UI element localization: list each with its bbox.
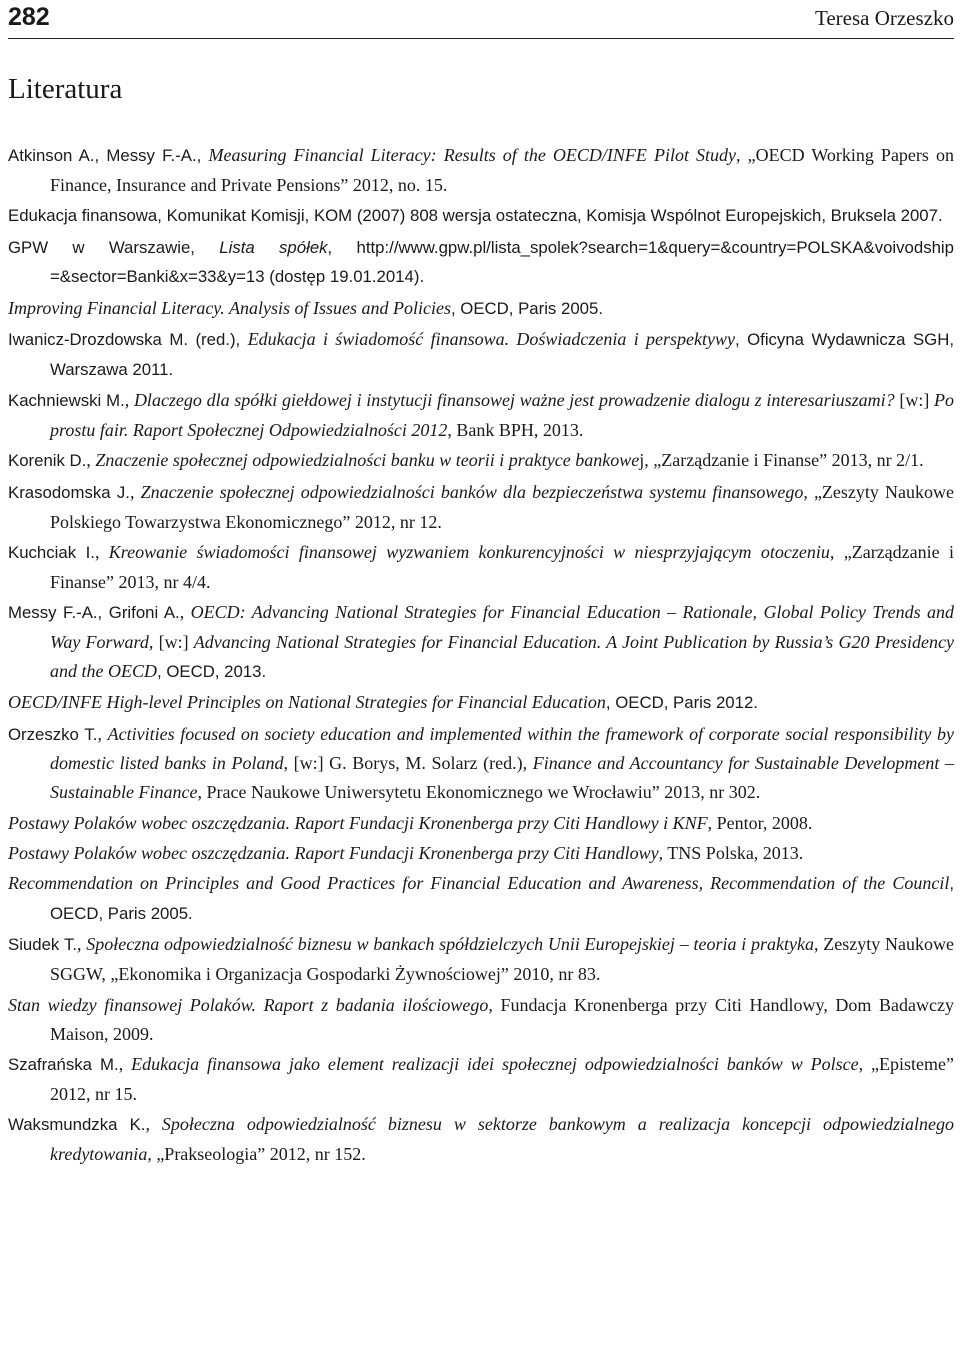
reference-entry — [8, 720, 954, 808]
reference-entry — [8, 1050, 954, 1109]
reference-text-segment: , — [179, 602, 191, 623]
reference-entry — [8, 446, 954, 476]
reference-text-segment: Stan wiedzy finansowej Polaków. Raport z badania ilościowego — [8, 994, 489, 1015]
reference-text-segment: Atkinson A., Messy F.-A., — [8, 146, 209, 165]
reference-text-segment: Messy F.-A., Grifoni A. — [8, 603, 180, 623]
reference-text-segment: Orzeszko T. — [8, 724, 98, 744]
reference-entry — [8, 1110, 954, 1169]
reference-text-segment: j, „Zarządzanie i Finanse” 2013, nr 2/1. — [639, 450, 924, 471]
reference-text-segment: Activities focused on society education and implemented within the framework of corporate social responsibility by domestic listed banks in Poland — [50, 723, 955, 774]
reference-text-segment: Edukacja finansowa, Komunikat Komisji, KOM (2007) 808 wersja ostateczna, Komisja Wspólnot Europejskich, Bruksela 2007. — [8, 206, 943, 226]
reference-text-segment: , OECD, Paris 2005. — [50, 874, 954, 924]
reference-text-segment: Korenik D. — [8, 451, 87, 471]
reference-text-segment: GPW w Warszawie, — [8, 237, 220, 257]
running-head-author: Teresa Orzeszko — [814, 6, 954, 30]
reference-text-segment: Waksmundzka K. — [8, 1115, 146, 1135]
reference-text-segment: , Pentor, 2008. — [707, 812, 813, 833]
reference-text-segment: , [w:] G. Borys, M. Solarz (red.), — [283, 753, 533, 774]
reference-text-segment: Iwanicz-Drozdowska M. (red.), — [8, 330, 248, 349]
reference-text-segment: Znaczenie społecznej odpowiedzialności banku w teorii i praktyce bankowe — [95, 450, 640, 471]
header-divider — [8, 38, 954, 39]
page-number: 282 — [8, 3, 50, 31]
reference-entry — [8, 478, 954, 537]
reference-text-segment: Measuring Financial Literacy: Results of the OECD/INFE Pilot Study — [208, 145, 737, 165]
reference-text-segment: Postawy Polaków wobec oszczędzania. Raport Fundacji Kronenberga przy Citi Handlowy — [8, 842, 659, 863]
reference-text-segment: Dlaczego dla spółki giełdowej i instytucji finansowej ważne jest prowadzenie dialogu z interesariuszami? — [133, 390, 895, 411]
reference-text-segment: , Oficyna Wydawnicza SGH, Warszawa 2011. — [50, 330, 954, 379]
reference-entry — [8, 233, 954, 293]
reference-text-segment: Edukacja i świadomość finansowa. Doświadczenia i perspektywy — [247, 329, 735, 349]
reference-text-segment: Społeczna odpowiedzialność biznesu w sektorze bankowym a realizacja koncepcji odpowiedzialnego kredytowania — [50, 1114, 954, 1164]
page-header — [8, 0, 954, 34]
reference-text-segment: [w:] — [894, 390, 934, 411]
reference-entry — [8, 809, 954, 838]
section-title: Literatura — [8, 73, 123, 105]
reference-text-segment: Kuchciak I. — [8, 542, 95, 562]
reference-text-segment: , Zeszyty Naukowe SGGW, „Ekonomika i Organizacja Gospodarki Żywnościowej” 2010, nr 83. — [50, 934, 954, 985]
reference-text-segment: , „OECD Working Papers on Finance, Insurance and Private Pensions” 2012, no. 15. — [50, 145, 954, 195]
reference-text-segment: , — [97, 723, 108, 744]
reference-text-segment: Po prostu fair. Raport Społecznej Odpowiedzialności 2012 — [50, 390, 954, 441]
reference-text-segment: Improving Financial Literacy. Analysis of Issues and Policies — [8, 297, 451, 318]
reference-entry — [8, 538, 954, 597]
reference-text-segment: Recommendation on Principles and Good Practices for Financial Education and Awareness, Recommendation of the Council — [8, 873, 950, 894]
reference-entry — [8, 325, 954, 385]
reference-text-segment: Postawy Polaków wobec oszczędzania. Raport Fundacji Kronenberga przy Citi Handlowy i KNF — [8, 812, 708, 833]
reference-text-segment: , „Zeszyty Naukowe Polskiego Towarzystwa Ekonomicznego” 2012, nr 12. — [50, 481, 955, 532]
reference-entry — [8, 869, 954, 929]
reference-text-segment: OECD/INFE High-level Principles on National Strategies for Financial Education — [8, 692, 606, 713]
reference-text-segment: , — [77, 934, 87, 955]
reference-entry — [8, 839, 954, 868]
reference-entry — [8, 294, 954, 324]
reference-text-segment: Szafrańska M. — [8, 1054, 119, 1074]
reference-text-segment: , — [129, 481, 141, 502]
reference-text-segment: , Fundacja Kronenberga przy Citi Handlowy, Dom Badawczy Maison, 2009. — [50, 994, 954, 1044]
reference-text-segment: , OECD, Paris 2012. — [605, 693, 758, 713]
reference-text-segment: , http://www.gpw.pl/lista_spolek?search=1&query=&country=POLSKA&voivodship =&sector=Banki&x=33&y=13 (dostęp 19.01.2014). — [50, 237, 954, 287]
reference-text-segment: OECD: Advancing National Strategies for Financial Education – Rationale, Global Policy Trends and Way Forward — [50, 602, 955, 653]
reference-entry — [8, 201, 954, 231]
reference-text-segment: , — [145, 1114, 162, 1135]
reference-entry — [8, 688, 954, 718]
reference-text-segment: , Prace Naukowe Uniwersytetu Ekonomicznego we Wrocławiu” 2013, nr 302. — [197, 782, 761, 803]
reference-text-segment: , „Zarządzanie i Finanse” 2013, nr 4/4. — [50, 541, 954, 592]
reference-list — [8, 141, 954, 1170]
reference-text-segment: , — [124, 390, 134, 411]
reference-text-segment: Krasodomska J. — [8, 482, 130, 502]
reference-text-segment: Finance and Accountancy for Sustainable Development – Sustainable Finance — [50, 753, 955, 803]
reference-text-segment: , — [118, 1053, 132, 1074]
reference-entry — [8, 141, 954, 200]
reference-text-segment: Edukacja finansowa jako element realizacji idei społecznej odpowiedzialności banków w Polsce — [131, 1053, 859, 1074]
reference-text-segment: , TNS Polska, 2013. — [658, 842, 804, 863]
reference-entry — [8, 930, 954, 989]
reference-entry — [8, 386, 954, 445]
reference-text-segment: Społeczna odpowiedzialność biznesu w bankach spółdzielczych Unii Europejskiej – teoria i praktyka — [86, 934, 814, 955]
reference-text-segment: , „Episteme” 2012, nr 15. — [50, 1053, 954, 1104]
reference-text-segment: Znaczenie społecznej odpowiedzialności banków dla bezpieczeństwa systemu finansowego — [140, 481, 804, 502]
reference-text-segment: , OECD, 2013. — [157, 661, 267, 681]
reference-text-segment: Lista spółek — [219, 237, 328, 257]
reference-text-segment: Advancing National Strategies for Financial Education. A Joint Publication by Russia’s G20 Presidency and the OECD — [50, 632, 954, 681]
reference-text-segment: Kachniewski M. — [8, 391, 125, 411]
reference-text-segment: Kreowanie świadomości finansowej wyzwaniem konkurencyjności w niesprzyjającym otoczeniu — [108, 541, 830, 562]
reference-text-segment: , — [86, 450, 96, 471]
reference-text-segment: Siudek T. — [8, 935, 77, 955]
reference-entry — [8, 991, 954, 1049]
reference-text-segment: , [w:] — [148, 632, 194, 653]
reference-text-segment: , „Prakseologia” 2012, nr 152. — [147, 1143, 366, 1164]
reference-text-segment: , OECD, Paris 2005. — [450, 298, 603, 318]
reference-text-segment: , Bank BPH, 2013. — [447, 420, 584, 441]
reference-entry — [8, 598, 954, 687]
reference-text-segment: , — [94, 541, 109, 562]
